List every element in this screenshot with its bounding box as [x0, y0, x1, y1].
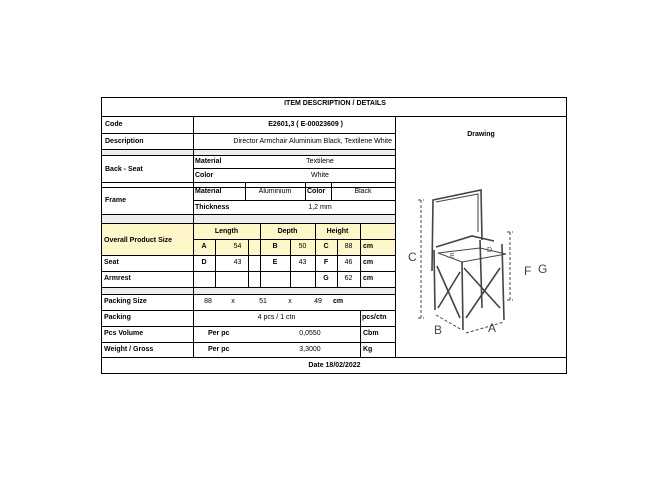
dim-f-label: F: [323, 259, 329, 266]
dim-b-value: 50: [298, 243, 307, 250]
chair-back-fabric: [436, 194, 478, 232]
code-value: E2601,3 ( E-00023609 ): [268, 121, 343, 128]
packing-value: 4 pcs / 1 ctn: [257, 314, 296, 321]
dim-line-c: [418, 200, 424, 318]
sheet-title: ITEM DESCRIPTION / DETAILS: [284, 100, 386, 107]
dim-label-e: E: [450, 253, 455, 260]
frame-color: Black: [354, 188, 372, 195]
back-seat-material-label: Material: [195, 158, 222, 165]
back-seat-label: Back - Seat: [105, 166, 143, 173]
packing-unit: pcs/ctn: [362, 314, 387, 321]
packing-size-unit: cm: [333, 298, 344, 305]
packing-size-label: Packing Size: [104, 298, 147, 305]
dim-label-a: A: [488, 321, 497, 335]
spacer-band: [102, 214, 395, 223]
date-stamp: Date 18/02/2022: [308, 362, 361, 369]
dim-label-b: B: [434, 323, 443, 337]
dim-d-label: D: [201, 259, 207, 266]
armrest-label: Armrest: [104, 275, 131, 282]
dim-e-label: E: [272, 259, 278, 266]
pcs-volume-per: Per pc: [208, 330, 230, 337]
chair-leg-front-left: [434, 250, 435, 310]
back-seat-color-label: Color: [195, 172, 214, 179]
dim-b-label: B: [272, 243, 278, 250]
dim-label-g: G: [538, 262, 548, 276]
packing-height: 49: [314, 298, 322, 305]
packing-label: Packing: [104, 314, 131, 321]
chair-back-frame: [432, 190, 482, 271]
description-label: Description: [105, 138, 144, 145]
chair-armrest: [436, 236, 494, 247]
frame-color-label: Color: [307, 188, 326, 195]
description-value: Director Armchair Aluminium Black, Textilene White: [233, 138, 392, 145]
pcs-volume-unit: Cbm: [363, 330, 379, 337]
chair-leg-front-far: [502, 244, 504, 320]
packing-x-1: x: [231, 298, 235, 305]
armrest-unit: cm: [363, 275, 374, 282]
packing-length: 88: [204, 298, 212, 305]
dim-label-c: C: [408, 250, 417, 264]
overall-size-label: Overall Product Size: [104, 237, 173, 244]
dim-c-value: 88: [344, 243, 353, 250]
dim-a-value: 54: [233, 243, 242, 250]
dim-line-g: [507, 232, 513, 300]
weight-value: 3,3000: [299, 346, 321, 353]
dim-c-label: C: [323, 243, 329, 250]
frame-thickness: 1,2 mm: [308, 204, 332, 211]
packing-x-2: x: [288, 298, 292, 305]
pcs-volume-label: Pcs Volume: [104, 330, 144, 337]
back-seat-color: White: [311, 172, 329, 179]
dim-g-label: G: [323, 275, 329, 282]
frame-thickness-label: Thickness: [195, 204, 230, 211]
spacer-band: [102, 287, 395, 294]
weight-unit: Kg: [363, 346, 373, 353]
length-header: Length: [214, 228, 239, 235]
chair-seat: [438, 248, 506, 262]
dim-label-f: F: [524, 264, 532, 278]
weight-label: Weight / Gross: [104, 346, 154, 353]
seat-unit: cm: [363, 259, 374, 266]
weight-per: Per pc: [208, 346, 230, 353]
dim-f-value: 46: [344, 259, 353, 266]
drawing-label: Drawing: [467, 131, 495, 138]
code-label: Code: [105, 121, 123, 128]
chair-leg-front-right: [462, 262, 463, 330]
height-header: Height: [326, 228, 349, 235]
chair-drawing: [396, 168, 568, 340]
dim-d-value: 43: [233, 259, 242, 266]
seat-label: Seat: [104, 259, 119, 266]
dim-e-value: 43: [298, 259, 307, 266]
pcs-volume-value: 0,0550: [299, 330, 321, 337]
dim-g-value: 62: [344, 275, 353, 282]
frame-material: Aluminium: [258, 188, 292, 195]
overall-unit: cm: [363, 243, 374, 250]
dim-label-d: D: [487, 247, 493, 254]
frame-label: Frame: [105, 197, 127, 204]
frame-material-label: Material: [195, 188, 222, 195]
packing-width: 51: [259, 298, 267, 305]
dim-a-label: A: [201, 243, 207, 250]
back-seat-material: Textilene: [306, 158, 334, 165]
item-details-sheet: [101, 97, 567, 374]
dim-line-a: [466, 322, 504, 333]
depth-header: Depth: [277, 228, 298, 235]
